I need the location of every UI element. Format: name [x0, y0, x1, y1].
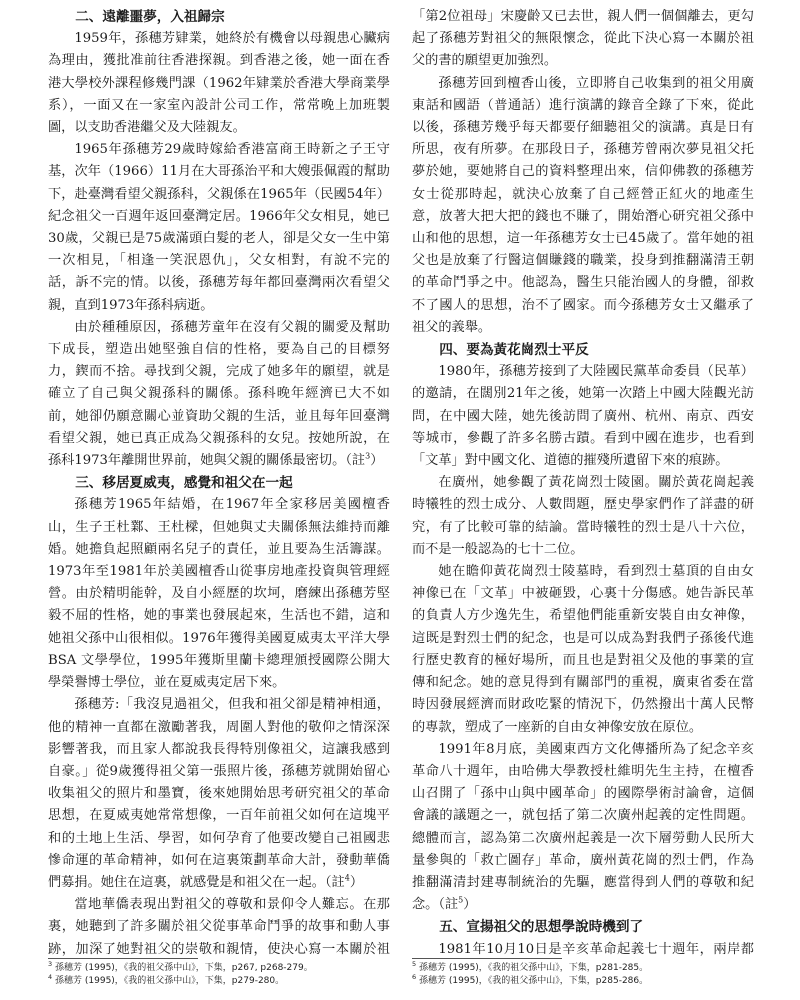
- paragraph: 當地華僑表現出對祖父的尊敬和景仰令人難忘。在那裏，她聽到了許多關於祖父從事革命鬥爭的故事和動人事跡，加深了她對祖父的崇敬和親情，使決心寫一本關於祖: [48, 897, 390, 956]
- footnote-number: 3: [48, 960, 53, 968]
- paragraph: [48, 694, 390, 894]
- footnote: [48, 975, 390, 988]
- paragraph-text: 1991年8月底，美國東西方文化傳播所為了紀念辛亥革命八十週年，由哈佛大學教授杜維明先生主持，在檀香山召開了「孫中山與中國革命」的國際學術討論會，這個會議的議題之一，就包括了第二次廣州起義的定性問題。總體而言，認為第二次廣州起義是一次下層勞動人民所大量參與的「救亡圖存」革命，廣州黃花崗的烈士們，作為推翻滿清封建專制統治的先驅，應當得到人們的尊敬和紀念。（註: [412, 741, 754, 913]
- footnote-text: 孫穗芳 (1995)，《我的祖父孫中山》，下集，p279-280。: [55, 976, 285, 986]
- paragraph-text: ）: [349, 874, 363, 890]
- footnote-ref[interactable]: 4: [344, 873, 350, 883]
- paragraph: 她在瞻仰黃花崗烈士陵墓時，看到烈士墓頂的自由女神像已在「文革」中被砸毀，心裏十分傷感。她告訴民革的負責人方少逸先生，希望他們能重新安裝自由女神像，這既是對烈士們的紀念，也是可以成為對我們子孫後代進行歷史教育的極好場所，而且也是對祖父及他的事業的宣傳和紀念。她的意見得到有關部門的重視，廣東省委在當時因發展經濟而財政吃緊的情況下，仍然撥出十萬人民幣的專款，塑成了一座新的自由女神像安放在原位。: [412, 564, 754, 735]
- footnote: [48, 962, 390, 975]
- footnote-divider: [48, 958, 198, 959]
- paragraph-text: ）: [370, 453, 384, 469]
- footnote-ref[interactable]: 5: [458, 895, 464, 905]
- left-column: [48, 6, 390, 956]
- paragraph: 在廣州，她參觀了黃花崗烈士陵園。關於黃花崗起義時犧牲的烈士成分、人數問題，歷史學家們作了詳盡的研究，有了比較可靠的結論。當時犧牲的烈士是八十六位，而不是一般認為的七十二位。: [412, 475, 754, 557]
- footnote-text: 孫穗芳 (1995)，《我的祖父孫中山》，下集，p267, p268-279。: [55, 963, 313, 973]
- footnote: [412, 962, 754, 975]
- paragraph: 孫穗芳回到檀香山後，立即將自己收集到的祖父用廣東話和國語（普通話）進行演講的錄音全錄了下來，從此以後，孫穗芳幾乎每天都要仔細聽祖父的演講。真是日有所思，夜有所夢。在那段日子，孫穗芳曾兩次夢見祖父托夢於她，要她將自己的資料整理出來，信仰佛教的孫穗芳女士從那時起，就決心放棄了自己經營正紅火的地產生意，放著大把大把的錢也不賺了，開始潛心研究祖父孫中山和他的思想，這一年孫穗芳女士已45歲了。當年她的祖父也是放棄了行醫這個賺錢的職業，投身到推翻滿清王朝的革命鬥爭之中。他認為，醫生只能治國人的身體，卻救不了國人的思想，治不了國家。而今孫穗芳女士又繼承了祖父的義舉。: [412, 75, 754, 335]
- footnote-text: 孫穗芳 (1995)，《我的祖父孫中山》，下集，p285-286。: [419, 976, 649, 986]
- footnote-number: 4: [48, 973, 53, 981]
- section-heading: 三、移居夏威夷，感覺和祖父在一起: [75, 475, 293, 492]
- paragraph: 1965年孫穗芳29歲時嫁給香港富商王時新之子王守基，次年（1966）11月在大哥孫治平和大嫂張佩霞的幫助下，赴臺灣看望父親孫科，父親係在1965年（民國54年）紀念祖父一百週年返回臺灣定居。1966年父女相見，她已30歲，父親已是75歲滿頭白髮的老人，卻是父女一生中第一次相見，「相逢一笑泯恩仇」，父女相對，有說不完的話，訴不完的情。以後，孫穗芳每年都回臺灣兩次看望父親，直到1973年孫科病逝。: [48, 142, 390, 313]
- paragraph-text: ）: [463, 897, 477, 913]
- paragraph: 孫穗芳1965年結婚，在1967年全家移居美國檀香山，生子王杜鄴、王杜樑，但她與丈夫關係無法維持而離婚。她擔負起照顧兩名兒子的責任，並且要為生活籌謀。1973年至1981年於美國檀香山從事房地產投資與管理經營。由於精明能幹，及自小經歷的坎坷，磨練出孫穗芳堅毅不屈的性格，她的事業也發展起來，生活也不錯，這和她祖父孫中山很相似。1976年獲得美國夏威夷太平洋大學 BSA 文學學位，1995年獲斯里蘭卡總理頒授國際公開大學榮譽博士學位，並在夏威夷定居下來。: [48, 497, 390, 691]
- paragraph: 1959年，孫穗芳肄業，她終於有機會以母親患心臟病為理由，獲批准前往香港探親。到香港之後，她一面在香港大學校外課程修幾門課（1962年肄業於香港大學商業學系），一面又在一家室內設計公司工作，常常晚上加班製圖，以支助香港繼父及大陸親友。: [48, 31, 390, 136]
- paragraph: 1980年，孫穗芳接到了大陸國民黨革命委員（民革）的邀請，在闊別21年之後，她第一次踏上中國大陸觀光訪問，在中國大陸，她先後訪問了廣州、杭州、南京、西安等城市，參觀了許多名勝古蹟。看到中國在進步，也看到「文革」對中國文化、道德的摧殘所遺留下來的痕跡。: [412, 364, 754, 469]
- paragraph-text: 由於種種原因，孫穗芳童年在沒有父親的關愛及幫助下成長，塑造出她堅強自信的性格，要為自己的目標努力，鍥而不捨。尋找到父親，完成了她多年的願望，就是確立了自己與父親孫科的關係。孫科晚年經濟已大不如前，她卻仍願意關心並資助父親的生活，並且每年回臺灣看望父親，她已真正成為父親孫科的女兒。按她所說，在孫科1973年離開世界前，她與父親的關係最密切。（註: [48, 319, 390, 469]
- footnote-number: 6: [412, 973, 417, 981]
- paragraph: [48, 317, 390, 472]
- section-heading: 五、宣揚祖父的思想學說時機到了: [439, 919, 644, 936]
- paragraph-text: 孫穗芳:「我沒見過祖父，但我和祖父卻是精神相通，他的精神一直都在激勵著我，周圍人對他的敬仰之情深深影響著我，而且家人都說我長得特別像祖父，這讓我感到自豪。」從9歲獲得祖父第一張照片後，孫穗芳就開始留心收集祖父的照片和墨寶，後來她開始思考研究祖父的革命思想，在夏威夷她常常想像，一百年前祖父如何在這塊平和的土地上生活、學習，如何孕育了他要改變自己祖國悲慘命運的革命精神，如何在這裏策劃革命大計，發動華僑們募捐。她住在這裏，就感覺是和祖父在一起。（註: [48, 697, 390, 890]
- footnotes-right: [412, 962, 754, 988]
- footnote-divider: [412, 958, 562, 959]
- footnote-number: 5: [412, 960, 417, 968]
- footnote-ref[interactable]: 3: [365, 451, 371, 461]
- right-column: [412, 6, 754, 956]
- section-heading: 二、遠離噩夢，入祖歸宗: [75, 9, 225, 25]
- footnote: [412, 975, 754, 988]
- paragraph-text: 1981年10月10日是辛亥革命起義七十週年，兩岸都: [438, 941, 754, 956]
- paragraph: 「第2位祖母」宋慶齡又已去世，親人們一個個離去，更勾起了孫穗芳對祖父的無限懷念，從此下決心寫一本關於祖父的書的願望更加強烈。: [412, 9, 754, 69]
- section-heading: 四、要為黃花崗烈士平反: [439, 342, 589, 359]
- paragraph: [412, 939, 754, 956]
- footnotes-left: [48, 962, 390, 988]
- paragraph: [412, 739, 754, 917]
- footnote-text: 孫穗芳 (1995)，《我的祖父孫中山》，下集，p281-285。: [419, 963, 649, 973]
